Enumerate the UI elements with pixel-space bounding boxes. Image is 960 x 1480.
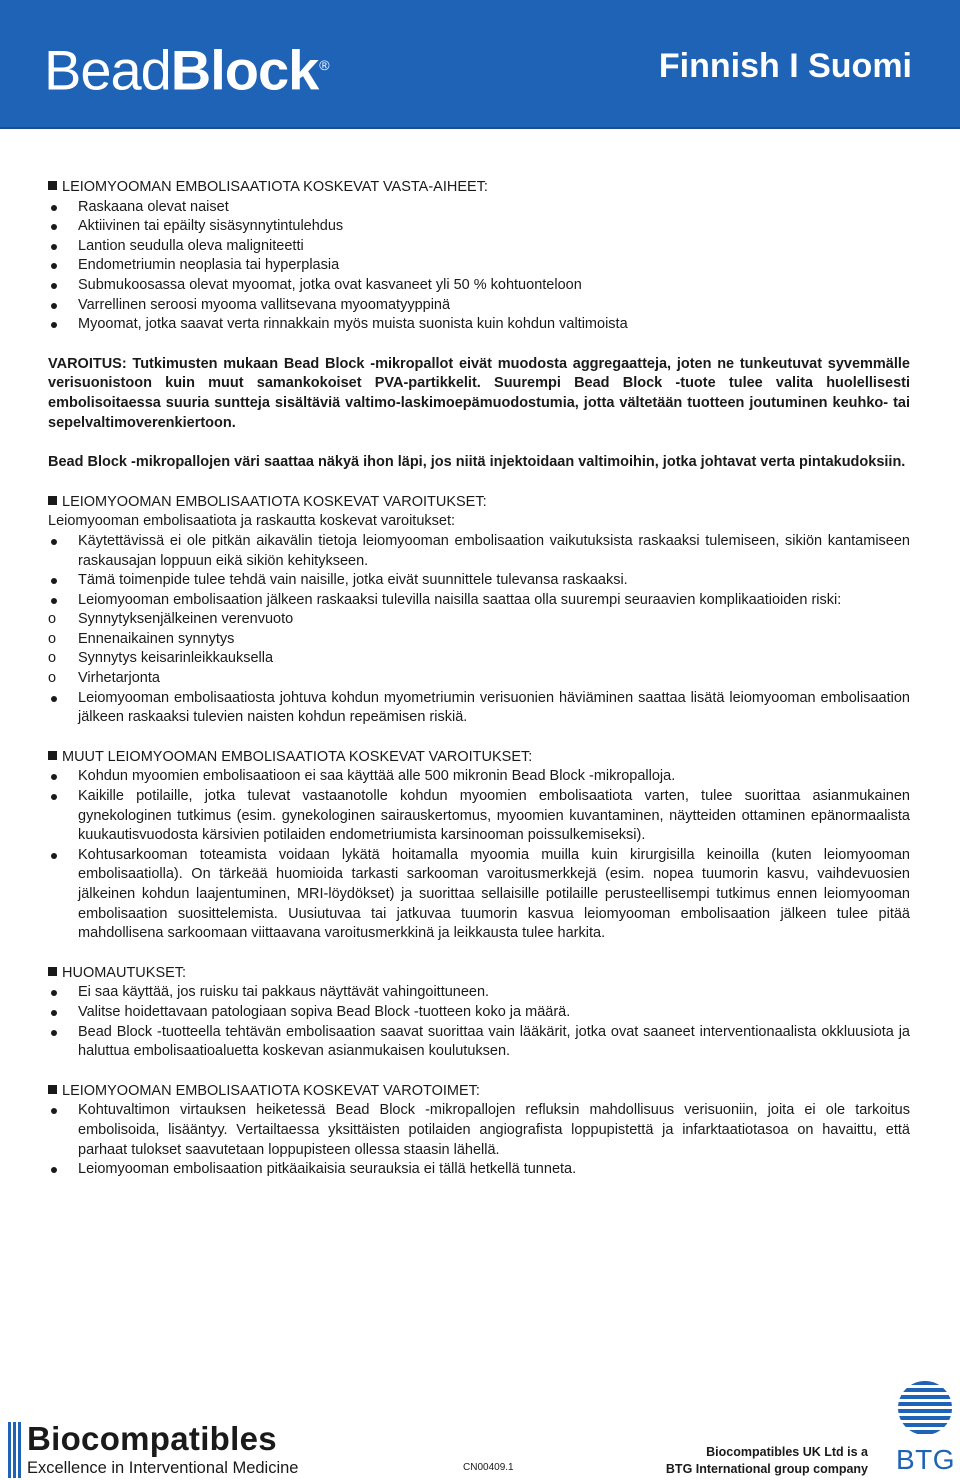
- spacer: [48, 335, 910, 355]
- warnings-intro: Leiomyooman embolisaatiota ja raskautta koskevat varoitukset:: [48, 513, 456, 530]
- list-item: Leiomyooman embolisaation pitkäaikaisia seurauksia ei tällä hetkellä tunneta.: [48, 1160, 910, 1180]
- color-note-paragraph: Bead Block -mikropallojen väri saattaa näkyä ihon läpi, jos niitä injektoidaan valtimoihin, jotka johtavat verta pintakudoksiin.: [48, 454, 906, 471]
- square-bullet-icon: [48, 751, 57, 760]
- list-item: Leiomyooman embolisaation jälkeen raskaaksi tulevilla naisilla saattaa olla suurempi seuraavien komplikaatioiden riski:: [48, 591, 910, 611]
- list-item: Kaikille potilaille, jotka tulevat vastaanotolle kohdun myoomien embolisaatiota varten, tulee suorittaa asianmukainen gynekologinen tutkimus (esim. gynekologinen sairauskertomus, myoomien kuvantaminen, näytteiden ottaminen epänormaalista kuukautisvuodosta kärsivien potilaiden endometriumista karsinooman poissulkemiseksi).: [48, 787, 910, 846]
- section-title-precautions: LEIOMYOOMAN EMBOLISAATIOTA KOSKEVAT VAROTOIMET:: [48, 1082, 910, 1102]
- square-bullet-icon: [48, 496, 57, 505]
- list-item: Raskaana olevat naiset: [48, 198, 910, 218]
- list-item: Tämä toimenpide tulee tehdä vain naisille, jotka eivät suunnittele tulevansa raskaaksi.: [48, 571, 910, 591]
- document-body: [48, 178, 910, 1180]
- warnings-list: [48, 532, 910, 610]
- list-item: Käytettävissä ei ole pitkän aikavälin tietoja leiomyooman embolisaation vaikutuksista raskaaksi tulemiseen, sikiön kantamiseen raskausajan loppuun eikä sikiön kehitykseen.: [48, 532, 910, 571]
- language-label: Finnish I Suomi: [658, 47, 912, 85]
- list-item: Valitse hoidettavaan patologiaan sopiva Bead Block -tuotteen koko ja määrä.: [48, 1003, 910, 1023]
- document-code: CN00409.1: [463, 1462, 514, 1473]
- list-item: Kohtusarkooman toteamista voidaan lykätä hoitamalla myoomia muilla kuin kirurgisilla keinoilla (kuten leiomyooman embolisaatiolla). On tärkeää huomioida tarkasti sarkooman varoitusmerkkejä (esim. nopea tuumorin kasvu, vaihdevuosien jälkeinen kohdun laajentuminen, MRI-löydökset) ja suorittaa sellaisille potilaille perusteellisempi tutkimus ennen leiomyooman embolisaation suosittelemista. Uusiutuvaa tai jatkuvaa tuumorin kasvua leiomyooman embolisaation jälkeen tulee pitää mahdollisena sarkoomaan viittaavana varoitusmerkkinä ja leikkausta tulee harkita.: [48, 846, 910, 944]
- list-item: Submukoosassa olevat myoomat, jotka ovat kasvaneet yli 50 % kohtuonteloon: [48, 276, 910, 296]
- company-tagline: Excellence in Interventional Medicine: [27, 1459, 299, 1477]
- spacer: [48, 728, 910, 748]
- list-item: Lantion seudulla oleva maligniteetti: [48, 237, 910, 257]
- square-bullet-icon: [48, 181, 57, 190]
- section-title-notes: HUOMAUTUKSET:: [48, 964, 910, 984]
- bead-block-logo: BeadBlock®: [44, 38, 329, 102]
- notes-list: [48, 983, 910, 1061]
- section-title-contraindications: LEIOMYOOMAN EMBOLISAATIOTA KOSKEVAT VASTA-AIHEET:: [48, 178, 910, 198]
- complications-sublist: [48, 610, 910, 688]
- group-statement: Biocompatibles UK Ltd is a BTG International group company: [665, 1445, 868, 1476]
- spacer: [48, 944, 910, 964]
- list-item: Aktiivinen tai epäilty sisäsynnytintulehdus: [48, 217, 910, 237]
- warnings-list-continued: [48, 689, 910, 728]
- list-item: Endometriumin neoplasia tai hyperplasia: [48, 256, 910, 276]
- list-item: Varrellinen seroosi myooma vallitsevana myoomatyyppinä: [48, 296, 910, 316]
- list-item: Kohtuvaltimon virtauksen heiketessä Bead Block -mikropallojen refluksin mahdollisuus verisuoniin, joita ei ole tarkoitus embolisoida, lisääntyy. Vertailtaessa yksittäisten potilaiden angiografista loppupistettä ja infarktaatiotasoa on havaittu, että parhaat tulokset saavutetaan loppupisteen ollessa staasin lähellä.: [48, 1101, 910, 1160]
- contraindications-list: [48, 198, 910, 335]
- list-item: Myoomat, jotka saavat verta rinnakkain myös muista suonista kuin kohdun valtimoista: [48, 315, 910, 335]
- spacer: [48, 433, 910, 453]
- sub-list-item: o Synnytyksenjälkeinen verenvuoto: [48, 611, 294, 628]
- sub-list-item: o Synnytys keisarinleikkauksella: [48, 650, 274, 667]
- list-item: Ei saa käyttää, jos ruisku tai pakkaus näyttävät vahingoittuneen.: [48, 983, 910, 1003]
- section-title-warnings: LEIOMYOOMAN EMBOLISAATIOTA KOSKEVAT VAROITUKSET:: [48, 493, 910, 513]
- company-name: Biocompatibles: [27, 1420, 277, 1457]
- spacer: [48, 473, 910, 493]
- btg-wordmark: BTG: [896, 1444, 956, 1475]
- list-item: Leiomyooman embolisaatiosta johtuva kohdun myometriumin verisuonien häviäminen saattaa lisätä leiomyooman embolisaation jälkeen raskaaksi tulevien naisten kohdun repeämisen riskiä.: [48, 689, 910, 728]
- logo-bars-icon: [8, 1422, 22, 1478]
- precautions-list: [48, 1101, 910, 1179]
- list-item: Bead Block -tuotteella tehtävän embolisaation saavat suorittaa vain lääkärit, jotka ovat saaneet interventionaalista okkluusiota ja haluttua embolisaatioaluetta koskevan asianmukaisen koulutuksen.: [48, 1023, 910, 1062]
- biocompatibles-logo: [8, 1420, 338, 1480]
- section-title-other-warnings: MUUT LEIOMYOOMAN EMBOLISAATIOTA KOSKEVAT VAROITUKSET:: [48, 748, 910, 768]
- warning-paragraph: VAROITUS: Tutkimusten mukaan Bead Block -mikropallot eivät muodosta aggregaatteja, joten ne tunkeutuvat syvemmälle verisuonistoon kuin muut samankokoiset PVA-partikkelit. Suurempi Bead Block -tuote tulee valita huolellisesti embolisoitaessa suuria suntteja sisältäviä valtimo-laskimoepämuodostumia, jotta vältetään tuotteen joutuminen keuhko- tai sepelvaltimoverenkiertoon.: [48, 355, 910, 431]
- header-banner: [0, 0, 960, 129]
- sub-list-item: o Ennenaikainen synnytys: [48, 630, 235, 647]
- square-bullet-icon: [48, 1085, 57, 1094]
- spacer: [48, 1062, 910, 1082]
- sub-list-item: o Virhetarjonta: [48, 670, 160, 687]
- list-item: Kohdun myoomien embolisaatioon ei saa käyttää alle 500 mikronin Bead Block -mikropalloja.: [48, 767, 910, 787]
- other-warnings-list: [48, 767, 910, 943]
- square-bullet-icon: [48, 967, 57, 976]
